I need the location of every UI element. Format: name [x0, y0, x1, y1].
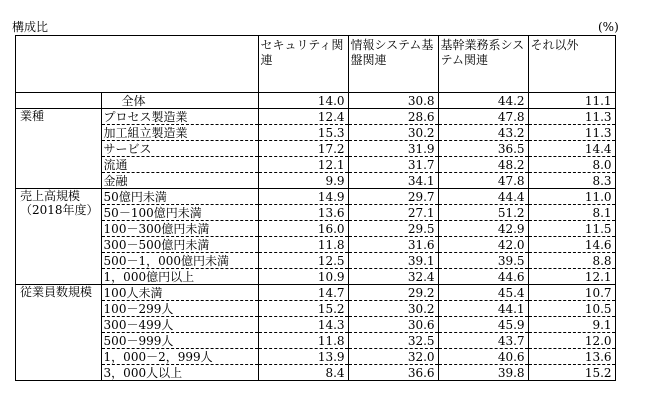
value-cell: 15.2	[528, 365, 615, 381]
value-cell: 14.3	[258, 317, 348, 333]
row-label: 加工組立製造業	[101, 125, 258, 141]
category-label: 業種	[16, 109, 102, 189]
category-label: 売上高規模 （2018年度）	[16, 189, 102, 285]
value-cell: 36.5	[438, 141, 528, 157]
table-row	[16, 285, 616, 301]
value-cell: 31.7	[348, 157, 438, 173]
row-label: 全体	[101, 93, 258, 109]
row-label: 100－300億円未満	[101, 221, 258, 237]
value-cell: 30.2	[348, 125, 438, 141]
composition-table	[15, 35, 616, 381]
value-cell: 44.1	[438, 301, 528, 317]
value-cell: 39.5	[438, 253, 528, 269]
value-cell: 11.0	[528, 189, 615, 205]
value-cell: 29.7	[348, 189, 438, 205]
table-row	[16, 109, 616, 125]
value-cell: 47.8	[438, 173, 528, 189]
value-cell: 29.5	[348, 221, 438, 237]
value-cell: 28.6	[348, 109, 438, 125]
value-cell: 30.2	[348, 301, 438, 317]
value-cell: 30.8	[348, 93, 438, 109]
value-cell: 39.8	[438, 365, 528, 381]
value-cell: 11.5	[528, 221, 615, 237]
table-row	[16, 125, 616, 141]
table-row	[16, 205, 616, 221]
value-cell: 32.4	[348, 269, 438, 285]
table-row	[16, 253, 616, 269]
column-header: それ以外	[528, 36, 615, 93]
row-label: 500－999人	[101, 333, 258, 349]
value-cell: 11.1	[528, 93, 615, 109]
value-cell: 16.0	[258, 221, 348, 237]
value-cell: 42.0	[438, 237, 528, 253]
row-label: 50－100億円未満	[101, 205, 258, 221]
value-cell: 42.9	[438, 221, 528, 237]
column-header: 情報システム基盤関連	[348, 36, 438, 93]
value-cell: 14.7	[258, 285, 348, 301]
row-label: 300－500億円未満	[101, 237, 258, 253]
value-cell: 47.8	[438, 109, 528, 125]
value-cell: 12.1	[528, 269, 615, 285]
value-cell: 10.7	[528, 285, 615, 301]
value-cell: 14.6	[528, 237, 615, 253]
table-row	[16, 173, 616, 189]
value-cell: 8.0	[528, 157, 615, 173]
table-row	[16, 349, 616, 365]
value-cell: 12.5	[258, 253, 348, 269]
row-label: 50億円未満	[101, 189, 258, 205]
value-cell: 48.2	[438, 157, 528, 173]
value-cell: 45.9	[438, 317, 528, 333]
value-cell: 13.6	[528, 349, 615, 365]
table-row	[16, 157, 616, 173]
row-label: 500－1，000億円未満	[101, 253, 258, 269]
value-cell: 11.8	[258, 333, 348, 349]
value-cell: 32.0	[348, 349, 438, 365]
header-row	[16, 36, 616, 93]
value-cell: 14.4	[528, 141, 615, 157]
unit-label: (%)	[598, 20, 619, 34]
value-cell: 30.6	[348, 317, 438, 333]
value-cell: 36.6	[348, 365, 438, 381]
total-row	[16, 93, 616, 109]
table-row	[16, 237, 616, 253]
value-cell: 29.2	[348, 285, 438, 301]
value-cell: 11.3	[528, 125, 615, 141]
value-cell: 13.9	[258, 349, 348, 365]
value-cell: 40.6	[438, 349, 528, 365]
value-cell: 43.2	[438, 125, 528, 141]
category-label: 従業員数規模	[16, 285, 102, 381]
row-label: 100人未満	[101, 285, 258, 301]
value-cell: 12.0	[528, 333, 615, 349]
table-row	[16, 141, 616, 157]
value-cell: 17.2	[258, 141, 348, 157]
value-cell: 34.1	[348, 173, 438, 189]
value-cell: 15.3	[258, 125, 348, 141]
table-row	[16, 333, 616, 349]
value-cell: 32.5	[348, 333, 438, 349]
table-row	[16, 365, 616, 381]
value-cell: 15.2	[258, 301, 348, 317]
value-cell: 10.5	[528, 301, 615, 317]
header-corner	[16, 36, 259, 93]
column-header: セキュリティ関連	[258, 36, 348, 93]
column-header: 基幹業務系システム関連	[438, 36, 528, 93]
total-category-cell	[16, 93, 102, 109]
value-cell: 44.6	[438, 269, 528, 285]
value-cell: 51.2	[438, 205, 528, 221]
row-label: 1，000億円以上	[101, 269, 258, 285]
table-row	[16, 269, 616, 285]
value-cell: 45.4	[438, 285, 528, 301]
row-label: 300－499人	[101, 317, 258, 333]
value-cell: 31.9	[348, 141, 438, 157]
value-cell: 9.1	[528, 317, 615, 333]
row-label: 100－299人	[101, 301, 258, 317]
value-cell: 43.7	[438, 333, 528, 349]
row-label: 1，000－2，999人	[101, 349, 258, 365]
row-label: 金融	[101, 173, 258, 189]
table-row	[16, 221, 616, 237]
value-cell: 14.0	[258, 93, 348, 109]
row-label: 3，000人以上	[101, 365, 258, 381]
table-row	[16, 301, 616, 317]
value-cell: 14.9	[258, 189, 348, 205]
table-title: 構成比	[12, 20, 49, 34]
value-cell: 13.6	[258, 205, 348, 221]
value-cell: 8.4	[258, 365, 348, 381]
value-cell: 44.2	[438, 93, 528, 109]
table-row	[16, 189, 616, 205]
value-cell: 11.8	[258, 237, 348, 253]
value-cell: 27.1	[348, 205, 438, 221]
value-cell: 8.8	[528, 253, 615, 269]
value-cell: 44.4	[438, 189, 528, 205]
table-row	[16, 317, 616, 333]
value-cell: 39.1	[348, 253, 438, 269]
value-cell: 10.9	[258, 269, 348, 285]
row-label: 流通	[101, 157, 258, 173]
value-cell: 9.9	[258, 173, 348, 189]
value-cell: 11.3	[528, 109, 615, 125]
row-label: プロセス製造業	[101, 109, 258, 125]
value-cell: 8.3	[528, 173, 615, 189]
value-cell: 8.1	[528, 205, 615, 221]
value-cell: 31.6	[348, 237, 438, 253]
value-cell: 12.1	[258, 157, 348, 173]
value-cell: 12.4	[258, 109, 348, 125]
row-label: サービス	[101, 141, 258, 157]
